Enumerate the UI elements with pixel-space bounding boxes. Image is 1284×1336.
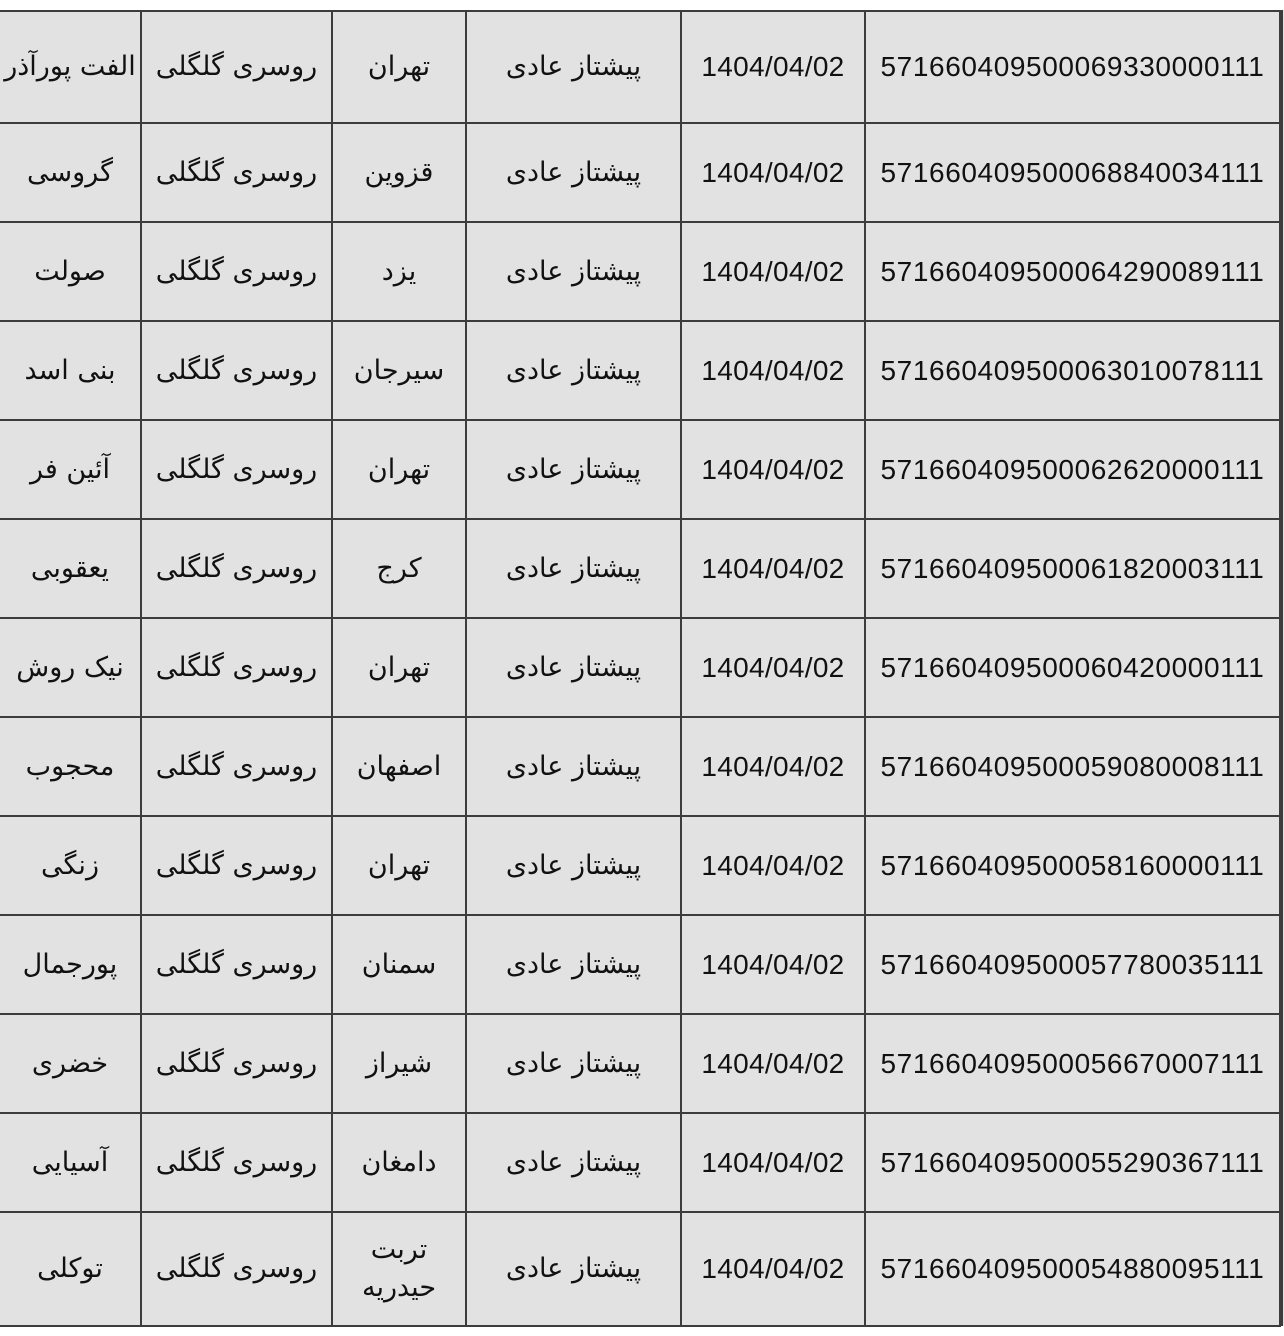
date-cell: 1404/04/02 — [681, 123, 865, 222]
table-row — [0, 816, 1280, 915]
date-cell: 1404/04/02 — [681, 1014, 865, 1113]
date-cell: 1404/04/02 — [681, 519, 865, 618]
tracking-number-cell: 571660409500059080008111 — [865, 717, 1280, 816]
service-type-cell: پیشتاز عادی — [466, 420, 681, 519]
tracking-number-cell: 571660409500055290367111 — [865, 1113, 1280, 1212]
table-row — [0, 519, 1280, 618]
service-type-cell: پیشتاز عادی — [466, 519, 681, 618]
item-cell: روسری گلگلی — [141, 123, 332, 222]
city-cell: قزوین — [332, 123, 466, 222]
table-row — [0, 420, 1280, 519]
tracking-number-cell: 571660409500063010078111 — [865, 321, 1280, 420]
service-type-cell: پیشتاز عادی — [466, 1113, 681, 1212]
table-row — [0, 321, 1280, 420]
table-row — [0, 1113, 1280, 1212]
tracking-number-cell: 571660409500068840034111 — [865, 123, 1280, 222]
recipient-name-cell: یعقوبی — [0, 519, 141, 618]
table-row — [0, 1212, 1280, 1326]
service-type-cell: پیشتاز عادی — [466, 717, 681, 816]
shipments-table-body — [0, 11, 1280, 1326]
item-cell: روسری گلگلی — [141, 11, 332, 123]
item-cell: روسری گلگلی — [141, 618, 332, 717]
tracking-number-cell: 571660409500061820003111 — [865, 519, 1280, 618]
recipient-name-cell: گروسی — [0, 123, 141, 222]
item-cell: روسری گلگلی — [141, 717, 332, 816]
recipient-name-cell: بنی اسد — [0, 321, 141, 420]
city-cell: کرج — [332, 519, 466, 618]
date-cell: 1404/04/02 — [681, 1212, 865, 1326]
tracking-number-cell: 571660409500058160000111 — [865, 816, 1280, 915]
city-cell: تهران — [332, 11, 466, 123]
tracking-number-cell: 571660409500057780035111 — [865, 915, 1280, 1014]
tracking-number-cell: 571660409500054880095111 — [865, 1212, 1280, 1326]
item-cell: روسری گلگلی — [141, 1113, 332, 1212]
city-cell: تهران — [332, 816, 466, 915]
city-cell: سمنان — [332, 915, 466, 1014]
service-type-cell: پیشتاز عادی — [466, 915, 681, 1014]
recipient-name-cell: پورجمال — [0, 915, 141, 1014]
date-cell: 1404/04/02 — [681, 816, 865, 915]
table-row — [0, 915, 1280, 1014]
service-type-cell: پیشتاز عادی — [466, 816, 681, 915]
date-cell: 1404/04/02 — [681, 915, 865, 1014]
item-cell: روسری گلگلی — [141, 321, 332, 420]
recipient-name-cell: آئین فر — [0, 420, 141, 519]
item-cell: روسری گلگلی — [141, 519, 332, 618]
tracking-number-cell: 571660409500069330000111 — [865, 11, 1280, 123]
item-cell: روسری گلگلی — [141, 1212, 332, 1326]
date-cell: 1404/04/02 — [681, 1113, 865, 1212]
tracking-number-cell: 571660409500060420000111 — [865, 618, 1280, 717]
city-cell: اصفهان — [332, 717, 466, 816]
table-right-border — [1280, 10, 1283, 1326]
tracking-number-cell: 571660409500056670007111 — [865, 1014, 1280, 1113]
item-cell: روسری گلگلی — [141, 816, 332, 915]
service-type-cell: پیشتاز عادی — [466, 123, 681, 222]
service-type-cell: پیشتاز عادی — [466, 1014, 681, 1113]
recipient-name-cell: زنگی — [0, 816, 141, 915]
table-row — [0, 618, 1280, 717]
city-cell: دامغان — [332, 1113, 466, 1212]
city-cell: شیراز — [332, 1014, 466, 1113]
recipient-name-cell: توکلی — [0, 1212, 141, 1326]
date-cell: 1404/04/02 — [681, 222, 865, 321]
table-row — [0, 123, 1280, 222]
service-type-cell: پیشتاز عادی — [466, 11, 681, 123]
item-cell: روسری گلگلی — [141, 915, 332, 1014]
table-row — [0, 1014, 1280, 1113]
recipient-name-cell: نیک روش — [0, 618, 141, 717]
date-cell: 1404/04/02 — [681, 618, 865, 717]
item-cell: روسری گلگلی — [141, 222, 332, 321]
city-cell: تهران — [332, 420, 466, 519]
recipient-name-cell: الفت پورآذر — [0, 11, 141, 123]
service-type-cell: پیشتاز عادی — [466, 321, 681, 420]
recipient-name-cell: محجوب — [0, 717, 141, 816]
table-row — [0, 11, 1280, 123]
city-cell: تهران — [332, 618, 466, 717]
item-cell: روسری گلگلی — [141, 1014, 332, 1113]
recipient-name-cell: صولت — [0, 222, 141, 321]
item-cell: روسری گلگلی — [141, 420, 332, 519]
service-type-cell: پیشتاز عادی — [466, 1212, 681, 1326]
shipments-table — [0, 10, 1281, 1327]
table-row — [0, 717, 1280, 816]
city-cell: یزد — [332, 222, 466, 321]
date-cell: 1404/04/02 — [681, 420, 865, 519]
recipient-name-cell: خضری — [0, 1014, 141, 1113]
tracking-number-cell: 571660409500062620000111 — [865, 420, 1280, 519]
date-cell: 1404/04/02 — [681, 321, 865, 420]
tracking-number-cell: 571660409500064290089111 — [865, 222, 1280, 321]
city-cell: تربت حیدریه — [332, 1212, 466, 1326]
date-cell: 1404/04/02 — [681, 11, 865, 123]
service-type-cell: پیشتاز عادی — [466, 618, 681, 717]
date-cell: 1404/04/02 — [681, 717, 865, 816]
table-row — [0, 222, 1280, 321]
recipient-name-cell: آسیایی — [0, 1113, 141, 1212]
city-cell: سیرجان — [332, 321, 466, 420]
service-type-cell: پیشتاز عادی — [466, 222, 681, 321]
